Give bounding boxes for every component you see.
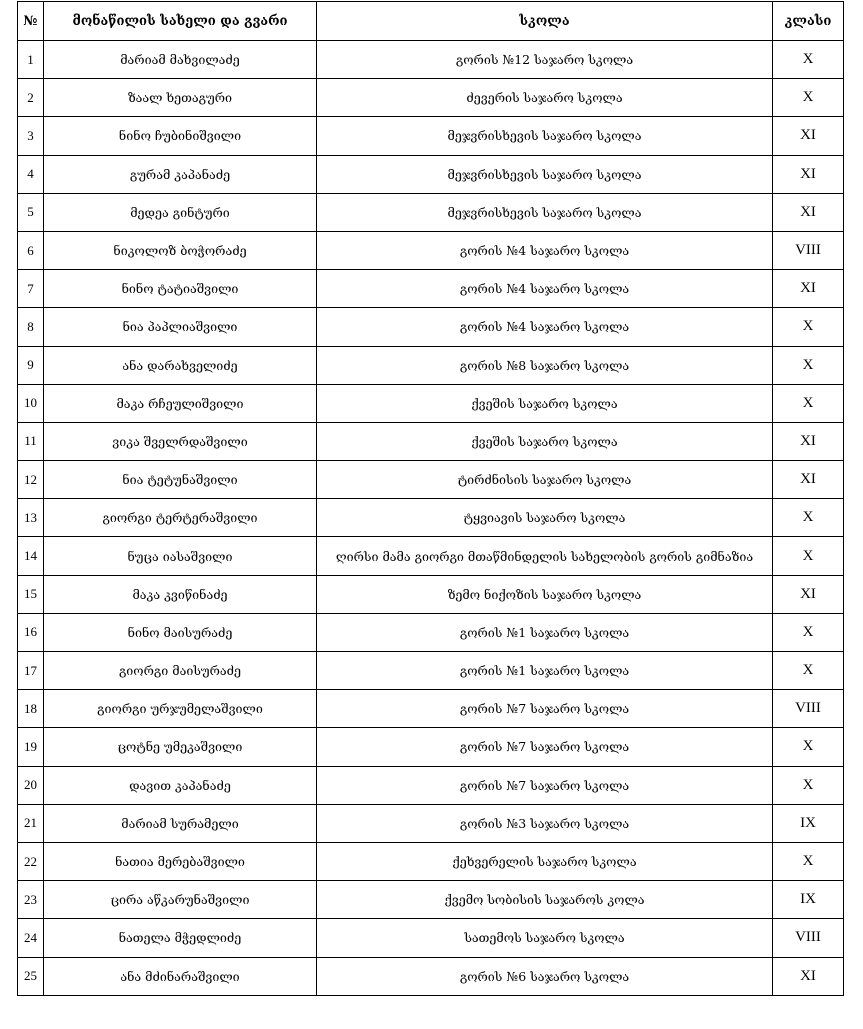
grade: XI: [773, 117, 844, 155]
row-number: 21: [18, 804, 44, 842]
table-row: [18, 308, 844, 346]
school-name: გორის №1 საჯარო სკოლა: [317, 613, 773, 651]
student-name: ანა დარახველიძე: [44, 346, 317, 384]
school-name: ქვეშის საჯარო სკოლა: [317, 422, 773, 460]
student-name: მედეა გინტური: [44, 193, 317, 231]
student-name: ნინო ტატიაშვილი: [44, 270, 317, 308]
student-name: გურამ კაპანაძე: [44, 155, 317, 193]
grade: X: [773, 346, 844, 384]
student-name: გიორგი ტერტერაშვილი: [44, 499, 317, 537]
student-name: ნათია მერებაშვილი: [44, 842, 317, 880]
school-name: გორის №4 საჯარო სკოლა: [317, 270, 773, 308]
grade: VIII: [773, 231, 844, 269]
table-row: [18, 422, 844, 460]
row-number: 1: [18, 41, 44, 79]
grade: X: [773, 652, 844, 690]
table-row: [18, 881, 844, 919]
student-name: ნიკოლოზ ბოჭორაძე: [44, 231, 317, 269]
row-number: 11: [18, 422, 44, 460]
row-number: 12: [18, 461, 44, 499]
row-number: 20: [18, 766, 44, 804]
grade: X: [773, 728, 844, 766]
row-number: 17: [18, 652, 44, 690]
table-row: [18, 346, 844, 384]
header-school: სკოლა: [317, 2, 773, 41]
table-row: [18, 613, 844, 651]
row-number: 16: [18, 613, 44, 651]
student-name: ზაალ ხეთაგური: [44, 79, 317, 117]
school-name: ქეხვერელის საჯარო სკოლა: [317, 842, 773, 880]
row-number: 13: [18, 499, 44, 537]
row-number: 14: [18, 537, 44, 575]
row-number: 7: [18, 270, 44, 308]
row-number: 4: [18, 155, 44, 193]
student-name: ვიკა შველრდაშვილი: [44, 422, 317, 460]
row-number: 18: [18, 690, 44, 728]
grade: XI: [773, 957, 844, 995]
header-row: [18, 2, 844, 41]
school-name: გორის №7 საჯარო სკოლა: [317, 728, 773, 766]
school-name: სათემოს საჯარო სკოლა: [317, 919, 773, 957]
student-name: მაკა კვიწინაძე: [44, 575, 317, 613]
student-name: მაკა რჩეულიშვილი: [44, 384, 317, 422]
student-name: მარიამ მახვილაძე: [44, 41, 317, 79]
table-row: [18, 384, 844, 422]
school-name: ქვემო სობისის საჯაროს კოლა: [317, 881, 773, 919]
grade: X: [773, 499, 844, 537]
header-student-name: მონაწილის სახელი და გვარი: [44, 2, 317, 41]
school-name: ქვეშის საჯარო სკოლა: [317, 384, 773, 422]
row-number: 9: [18, 346, 44, 384]
school-name: ღირსი მამა გიორგი მთაწმინდელის სახელობის გორის გიმნაზია: [317, 537, 773, 575]
school-name: ძევერის საჯარო სკოლა: [317, 79, 773, 117]
school-name: ტირძნისის საჯარო სკოლა: [317, 461, 773, 499]
grade: IX: [773, 804, 844, 842]
school-name: მეჯვრისხევის საჯარო სკოლა: [317, 155, 773, 193]
school-name: გორის №6 საჯარო სკოლა: [317, 957, 773, 995]
row-number: 19: [18, 728, 44, 766]
grade: XI: [773, 422, 844, 460]
student-name: ცოტნე უმეკაშვილი: [44, 728, 317, 766]
row-number: 5: [18, 193, 44, 231]
table-row: [18, 842, 844, 880]
school-name: გორის №8 საჯარო სკოლა: [317, 346, 773, 384]
grade: X: [773, 766, 844, 804]
school-name: მეჯვრისხევის საჯარო სკოლა: [317, 117, 773, 155]
table-row: [18, 79, 844, 117]
grade: XI: [773, 270, 844, 308]
table-row: [18, 461, 844, 499]
grade: XI: [773, 575, 844, 613]
student-name: ნათელა მჭედლიძე: [44, 919, 317, 957]
participants-table: [17, 1, 844, 996]
student-name: გიორგი ურჯუმელაშვილი: [44, 690, 317, 728]
student-name: ნუცა იასაშვილი: [44, 537, 317, 575]
grade: XI: [773, 461, 844, 499]
grade: VIII: [773, 919, 844, 957]
table-row: [18, 690, 844, 728]
student-name: ნია პაპლიაშვილი: [44, 308, 317, 346]
table-row: [18, 804, 844, 842]
table-row: [18, 728, 844, 766]
row-number: 6: [18, 231, 44, 269]
student-name: ანა მძინარაშვილი: [44, 957, 317, 995]
table-row: [18, 919, 844, 957]
grade: X: [773, 613, 844, 651]
school-name: გორის №3 საჯარო სკოლა: [317, 804, 773, 842]
school-name: გორის №7 საჯარო სკოლა: [317, 690, 773, 728]
student-name: ცირა აწკარუნაშვილი: [44, 881, 317, 919]
row-number: 10: [18, 384, 44, 422]
row-number: 2: [18, 79, 44, 117]
table-row: [18, 117, 844, 155]
table-row: [18, 155, 844, 193]
header-grade: კლასი: [773, 2, 844, 41]
row-number: 8: [18, 308, 44, 346]
student-name: დავით კაპანაძე: [44, 766, 317, 804]
table-row: [18, 231, 844, 269]
header-number: №: [18, 2, 44, 41]
school-name: გორის №4 საჯარო სკოლა: [317, 231, 773, 269]
grade: VIII: [773, 690, 844, 728]
school-name: გორის №1 საჯარო სკოლა: [317, 652, 773, 690]
grade: X: [773, 308, 844, 346]
table-row: [18, 499, 844, 537]
school-name: ზემო ნიქოზის საჯარო სკოლა: [317, 575, 773, 613]
school-name: გორის №4 საჯარო სკოლა: [317, 308, 773, 346]
table-body: [18, 41, 844, 996]
student-name: გიორგი მაისურაძე: [44, 652, 317, 690]
student-name: ნინო მაისურაძე: [44, 613, 317, 651]
grade: X: [773, 79, 844, 117]
row-number: 3: [18, 117, 44, 155]
grade: XI: [773, 155, 844, 193]
grade: X: [773, 41, 844, 79]
row-number: 23: [18, 881, 44, 919]
student-name: ნინო ჩუბინიშვილი: [44, 117, 317, 155]
grade: XI: [773, 193, 844, 231]
school-name: მეჯვრისხევის საჯარო სკოლა: [317, 193, 773, 231]
grade: X: [773, 537, 844, 575]
student-name: ნია ტეტუნაშვილი: [44, 461, 317, 499]
grade: IX: [773, 881, 844, 919]
table-header: [18, 2, 844, 41]
school-name: გორის №7 საჯარო სკოლა: [317, 766, 773, 804]
row-number: 24: [18, 919, 44, 957]
table-row: [18, 537, 844, 575]
table-row: [18, 652, 844, 690]
row-number: 15: [18, 575, 44, 613]
row-number: 25: [18, 957, 44, 995]
row-number: 22: [18, 842, 44, 880]
table-row: [18, 193, 844, 231]
table-row: [18, 575, 844, 613]
school-name: ტყვიავის საჯარო სკოლა: [317, 499, 773, 537]
school-name: გორის №12 საჯარო სკოლა: [317, 41, 773, 79]
table-row: [18, 957, 844, 995]
grade: X: [773, 384, 844, 422]
table-row: [18, 41, 844, 79]
grade: X: [773, 842, 844, 880]
table-row: [18, 270, 844, 308]
table-row: [18, 766, 844, 804]
student-name: მარიამ სურამელი: [44, 804, 317, 842]
